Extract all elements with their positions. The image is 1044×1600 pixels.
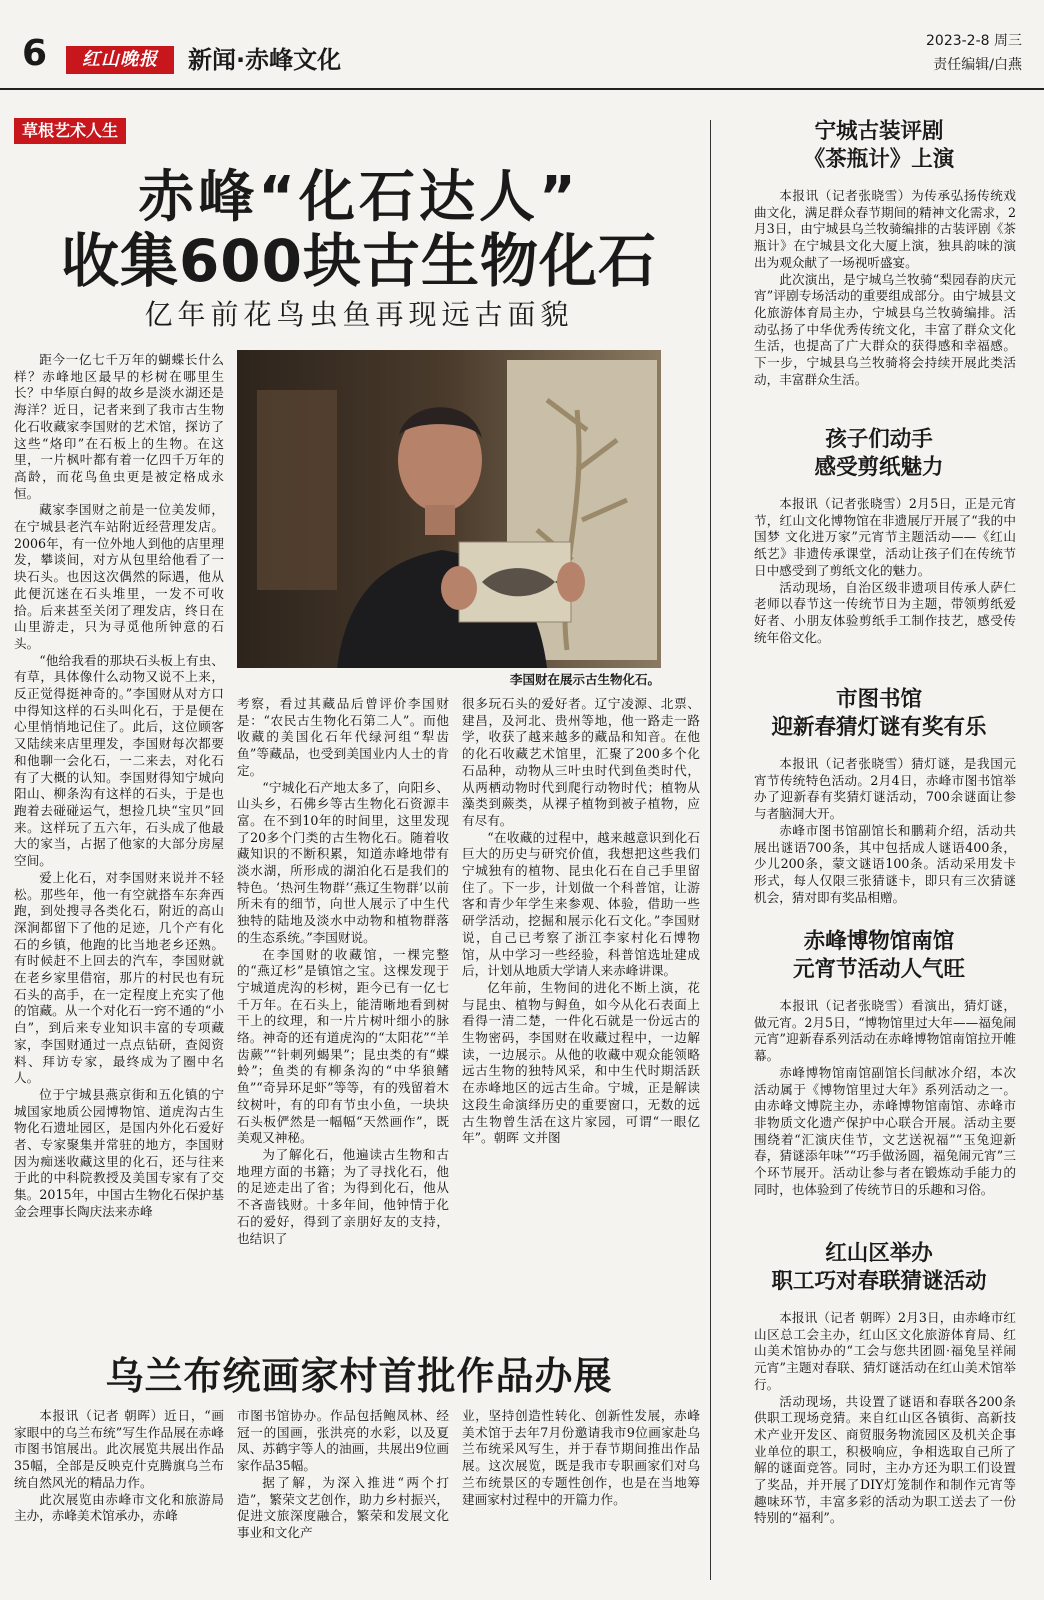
news-brief-1-body xyxy=(754,188,1016,408)
title-line: 市图书馆 xyxy=(835,687,922,712)
title-line: 赤峰博物馆南馆 xyxy=(803,929,955,954)
paragraph: 本报讯（记者张晓雪）为传承弘扬传统戏曲文化，满足群众春节期间的精神文化需求，2月3日，由宁城县乌兰牧骑编排的古装评剧《茶瓶计》在宁城县文化大厦上演，独具韵味的演出为观众献了一场视听盛宴。 xyxy=(754,188,1016,270)
paragraph: 亿年前，生物间的进化不断上演，花与昆虫、植物与鲟鱼，如今从化石表面上看得一清二楚，一件化石就是一份远古的生物密码，李国财在收藏过程中，一边解读，一边展示。从他的收藏中观众能领略远古生物的独特风采，和中生代时期活跃在赤峰地区的远古生命。宁城，正是解读这段生命演绎历史的重要窗口，无数的远古生物曾生活在这片家园，可谓“一眼亿年”。朝晖 文并图 xyxy=(462,979,700,1146)
bottom-column-3 xyxy=(462,1408,700,1590)
column-divider xyxy=(710,120,711,1580)
bottom-column-2 xyxy=(237,1408,449,1590)
bottom-headline: 乌兰布统画家村首批作品办展 xyxy=(105,1354,613,1398)
news-brief-5-body xyxy=(754,1310,1016,1592)
responsible-editor: 责任编辑/白燕 xyxy=(933,57,1022,73)
newspaper-logo: 红山晚报 xyxy=(66,46,174,74)
paragraph: 本报讯（记者 朝晖）近日，“画家眼中的乌兰布统”写生作品展在赤峰市图书馆展出。此次展览共展出作品35幅，全部是反映克什克腾旗乌兰布统自然风光的精品力作。 xyxy=(14,1408,224,1490)
page-number: 6 xyxy=(22,33,48,74)
title-line: 感受剪纸魅力 xyxy=(814,455,944,480)
paragraph: 赤峰市图书馆副馆长和鹏莉介绍，活动共展出谜语700条，其中包括成人谜语400条，少儿200条，蒙文谜语100条。活动采用发卡形式，每人仅限三张猜谜卡，即只有三次猜谜机会，猜对即有奖品相赠。 xyxy=(754,822,1016,905)
news-brief-4-title xyxy=(726,928,1032,984)
news-brief-4-body xyxy=(754,998,1016,1224)
paragraph: 据了解，为深入推进“两个打造”，繁荣文艺创作，助力乡村振兴，促进文旅深度融合，繁荣和发展文化事业和文化产 xyxy=(237,1474,449,1540)
paragraph: 位于宁城县燕京街和五化镇的宁城国家地质公园博物馆、道虎沟古生物化石遗址园区，是国内外化石爱好者、专家聚集并常驻的地方，李国财因为痴迷收藏这里的化石，还与往来于此的中科院教授及美国专家有了交集。2015年，中国古生物化石保护基金会理事长陶庆法来赤峰 xyxy=(14,1086,224,1219)
paragraph: “他给我看的那块石头板上有虫、有草，具体像什么动物又说不上来，反正觉得挺神奇的。”李国财从对方口中得知这样的石头叫化石，于是便在心里悄悄地记住了。此后，这位顾客又陆续来店里理发，李国财每次都要和他聊一会化石，一二来去，对化石有了大概的认知。李国财得知宁城向阳山、柳条沟有这样的石头，于是也跑着去碰碰运气，想捡几块“宝贝”回来。这样玩了五六年，石头成了他最大的家当，占据了他家的大部分房屋空间。 xyxy=(14,652,224,869)
paragraph: 考察，看过其藏品后曾评价李国财是：“农民古生物化石第二人”。而他收藏的美国化石年代绿河组“犁齿鱼”等藏品，也受到美国业内人士的肯定。 xyxy=(237,696,449,778)
bottom-column-1 xyxy=(14,1408,224,1590)
paragraph: “在收藏的过程中，越来越意识到化石巨大的历史与研究价值，我想把这些我们宁城独有的植物、昆虫化石在自己手里留住了。下一步，计划做一个科普馆，让游客和青少年学生来参观、体验，借助一些研学活动，挖掘和展示化石文化。”李国财说，自己已考察了浙江李家村化石博物馆，从中学习一些经验，科普馆选址建成后，计划从地质大学请人来赤峰讲课。 xyxy=(462,829,700,979)
title-line: 宁城古装评剧 xyxy=(814,119,944,144)
title-line: 《茶瓶计》上演 xyxy=(803,147,955,172)
issue-date: 2023-2-8 周三 xyxy=(926,33,1022,49)
title-line: 迎新春猜灯谜有奖有乐 xyxy=(771,715,987,740)
news-brief-2-title xyxy=(726,426,1032,482)
article-column-2 xyxy=(237,696,449,1324)
news-brief-5-title xyxy=(726,1240,1032,1296)
paragraph: 在李国财的收藏馆，一棵完整的“燕辽杉”是镇馆之宝。这棵发现于宁城道虎沟的杉树，距今已有一亿七千万年。在石头上，能清晰地看到树干上的纹理，和一片片树叶细小的脉络。神奇的还有道虎沟的“太阳花”“羊齿蕨”“针刺列蝎果”；昆虫类的有“蝶蛉”；鱼类的有柳条沟的“中华狼鳍鱼”“奇异环足虾”等等，有的残留着木纹树叶，有的印有节虫小鱼，一块块石头板俨然是一幅幅“天然画作”，既美观又神秘。 xyxy=(237,946,449,1146)
section-title: 新闻·赤峰文化 xyxy=(188,46,342,74)
news-brief-2-body xyxy=(754,496,1016,668)
article-column-1 xyxy=(14,352,224,1322)
headline-line-2: 收集600块古生物化石 xyxy=(60,227,658,295)
paragraph: 此次演出，是宁城乌兰牧骑“梨园春韵庆元宵”评剧专场活动的重要组成部分。由宁城县文化旅游体育局主办，宁城县乌兰牧骑编排。活动弘扬了中华优秀传统文化，丰富了群众文化生活，也提高了广大群众的获得感和幸福感。下一步，宁城县乌兰牧骑将会持续开展此类活动，丰富群众生活。 xyxy=(754,271,1016,387)
title-line: 孩子们动手 xyxy=(825,427,933,452)
paragraph: 赤峰博物馆南馆副馆长闫献冰介绍，本次活动属于《博物馆里过大年》系列活动之一。由赤峰文博院主办，赤峰博物馆南馆、赤峰市非物质文化遗产保护中心联合开展。活动主要围绕着“汇演庆佳节，文艺送祝福”“玉兔迎新春，猜谜添年味”“巧手做汤圆，福兔闹元宵”三个环节展开。活动让参与者在锻炼动手能力的同时，也体验到了传统节日的乐趣和习俗。 xyxy=(754,1064,1016,1197)
paragraph: 活动现场，自治区级非遗项目传承人萨仁老师以春节这一传统节日为主题，带领剪纸爱好者、小朋友体验剪纸手工制作技艺，感受传统年俗文化。 xyxy=(754,579,1016,645)
news-brief-1-title xyxy=(726,118,1032,174)
news-brief-3-title xyxy=(726,686,1032,742)
paragraph: 爱上化石，对李国财来说并不轻松。那些年，他一有空就搭车东奔西跑，到处搜寻各类化石，附近的高山深涧都留下了他的足迹，几个产有化石的乡镇，他跑的比当地老乡还熟。有时候赶不上回去的汽车，李国财就在老乡家里借宿，那片的村民也有玩石头的高手，在一定程度上充实了他的馆藏。从一个对化石一窍不通的“小白”，到后来专业知识丰富的专项藏家，李国财通过一点点钻研，查阅资料、拜访专家，最终成为了圈中名人。 xyxy=(14,869,224,1086)
title-line: 红山区举办 xyxy=(825,1241,933,1266)
paragraph: 很多玩石头的爱好者。辽宁凌源、北票、建昌，及河北、贵州等地，他一路走一路学，收获了越来越多的藏品和知音。在他的化石收藏艺术馆里，汇聚了200多个化石品种，动物从三叶虫时代到鱼类时代，从两栖动物时代到爬行动物时代；植物从藻类到蕨类，从裸子植物到被子植物，应有尽有。 xyxy=(462,696,700,828)
header-rule xyxy=(0,88,1044,90)
paragraph: 活动现场，共设置了谜语和春联各200条供职工现场竞猜。来自红山区各镇街、高新技术产业开发区、商贸服务物流园区及机关企事业单位的职工，积极响应，争相选取自己所了解的谜面竞答。同时，主办方还为职工们设置了奖品，并开展了DIY灯笼制作和制作元宵等趣味环节，丰富多彩的活动为职工送去了一份特别的“福利”。 xyxy=(754,1393,1016,1526)
article-column-3 xyxy=(462,696,700,1324)
news-brief-3-body xyxy=(754,756,1016,912)
article-photo xyxy=(237,350,661,668)
paragraph: 藏家李国财之前是一位美发师，在宁城县老汽车站附近经营理发店。2006年，有一位外地人到他的店里理发，攀谈间，对方从包里给他看了一块石头。也因这次偶然的际遇，他从此便沉迷在石头堆里，一发不可收拾。后来甚至关闭了理发店，终日在山里游走，只为寻觅他所钟意的石头。 xyxy=(14,502,224,651)
paragraph: 本报讯（记者张晓雪）猜灯谜，是我国元宵节传统特色活动。2月4日，赤峰市图书馆举办了迎新春有奖猜灯谜活动，700余谜面让参与者脑洞大开。 xyxy=(754,756,1016,822)
paragraph: 本报讯（记者张晓雪）2月5日，正是元宵节，红山文化博物馆在非遗展厅开展了“我的中国梦 文化进万家”元宵节主题活动——《红山纸艺》非遗传承课堂，活动让孩子们在传统节日中感受到了剪纸文化的魅力。 xyxy=(754,496,1016,578)
subheadline: 亿年前花鸟虫鱼再现远古面貌 xyxy=(144,298,574,331)
paragraph: 业，坚持创造性转化、创新性发展，赤峰美术馆于去年7月份邀请我市9位画家赴乌兰布统采风写生，并于春节期间推出作品展。这次展览，既是我市专职画家们对乌兰布统景区的专题性创作，也是在当地筹建画家村过程中的开篇力作。 xyxy=(462,1408,700,1507)
paragraph: 距今一亿七千万年的蝴蝶长什么样？赤峰地区最早的杉树在哪里生长？中华原白鲟的故乡是淡水湖还是海洋？近日，记者来到了我市古生物化石收藏家李国财的艺术馆，探访了这些“烙印”在石板上的生物。在这里，一片枫叶都有着一亿四千万年的高龄，而花鸟鱼虫更是被定格成永恒。 xyxy=(14,352,224,501)
paragraph: 为了解化石，他遍读古生物和古地理方面的书籍；为了寻找化石，他的足迹走出了省；为得到化石，他从不吝啬钱财。十多年间，他钟情于化石的爱好，得到了亲朋好友的支持，也结识了 xyxy=(237,1146,449,1246)
collector-holding-fossil-photo xyxy=(237,350,661,668)
paragraph: 本报讯（记者张晓雪）看演出，猜灯谜，做元宵。2月5日，“博物馆里过大年——福兔闹元宵”迎新春系列活动在赤峰博物馆南馆拉开帷幕。 xyxy=(754,998,1016,1064)
title-line: 职工巧对春联猜谜活动 xyxy=(771,1269,987,1294)
title-line: 元宵节活动人气旺 xyxy=(792,957,965,982)
photo-caption: 李国财在展示古生物化石。 xyxy=(509,672,660,687)
paragraph: 此次展览由赤峰市文化和旅游局主办，赤峰美术馆承办，赤峰 xyxy=(14,1491,224,1524)
paragraph: “宁城化石产地太多了，向阳乡、山头乡，石佛乡等古生物化石资源丰富。在不到10年的时间里，这里发现了20多个门类的古生物化石。随着收藏知识的不断积累，知道赤峰地带有淡水湖，所形成的湖泊化石是我们的特色。‘热河生物群’‘燕辽生物群’以前所未有的细节，向世人展示了中生代独特的陆地及淡水中动物和植物群落的生态系统。”李国财说。 xyxy=(237,779,449,945)
paragraph: 本报讯（记者 朝晖）2月3日，由赤峰市红山区总工会主办，红山区文化旅游体育局、红山美术馆协办的“工会与您共团圆·福兔呈祥闹元宵”主题对春联、猜灯谜活动在红山美术馆举行。 xyxy=(754,1310,1016,1392)
paragraph: 市图书馆协办。作品包括鲍凤林、经冠一的国画，张洪亮的水彩，以及夏凤、苏鹤宇等人的油画，共展出9位画家作品35幅。 xyxy=(237,1408,449,1474)
headline-line-1: 赤峰“化石达人” xyxy=(138,165,580,230)
column-tag: 草根艺术人生 xyxy=(14,118,126,144)
